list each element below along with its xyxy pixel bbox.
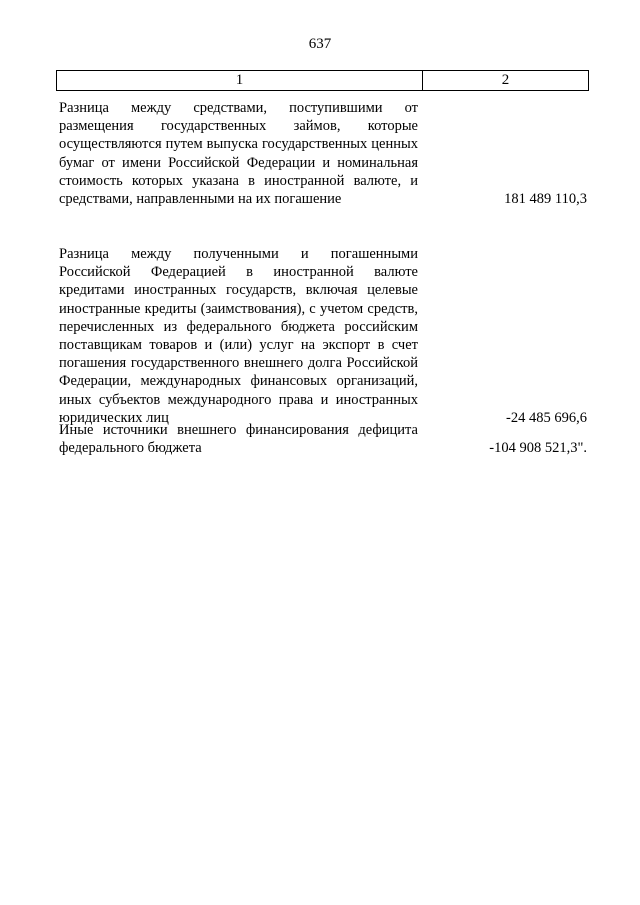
table-header-row [56, 70, 589, 91]
row-label: Разница между полученными и погашенными Российской Федерацией в иностранной валюте кредитами иностранных государств, включая целевые иностранные кредиты (заимствования), с учетом средств, перечисленных из федерального бюджета российским поставщикам товаров и (или) услуг на экспорт в счет погашения государственного внешнего долга Российской Федерации, международных финансовых организаций, иных субъектов международного права и иностранных юридических лиц [59, 246, 418, 426]
column-header-2: 2 [501, 72, 510, 88]
column-header-1: 1 [57, 71, 423, 90]
row-label: Разница между средствами, поступившими от размещения государственных займов, которые осуществляются путем выпуска государственных ценных бумаг от имени Российской Федерации и номинальная стоимость которых указана в иностранной валюте, и средствами, направленными на их погашение [59, 100, 418, 208]
row-value: -104 908 521,3". [489, 440, 587, 457]
page-number: 637 [308, 36, 332, 52]
table-row [59, 245, 589, 427]
table-row [59, 99, 589, 208]
row-value: 181 489 110,3 [504, 191, 587, 208]
row-value: -24 485 696,6 [506, 409, 587, 426]
table-row [59, 421, 589, 457]
row-label: Иные источники внешнего финансирования дефицита федерального бюджета [59, 422, 418, 457]
